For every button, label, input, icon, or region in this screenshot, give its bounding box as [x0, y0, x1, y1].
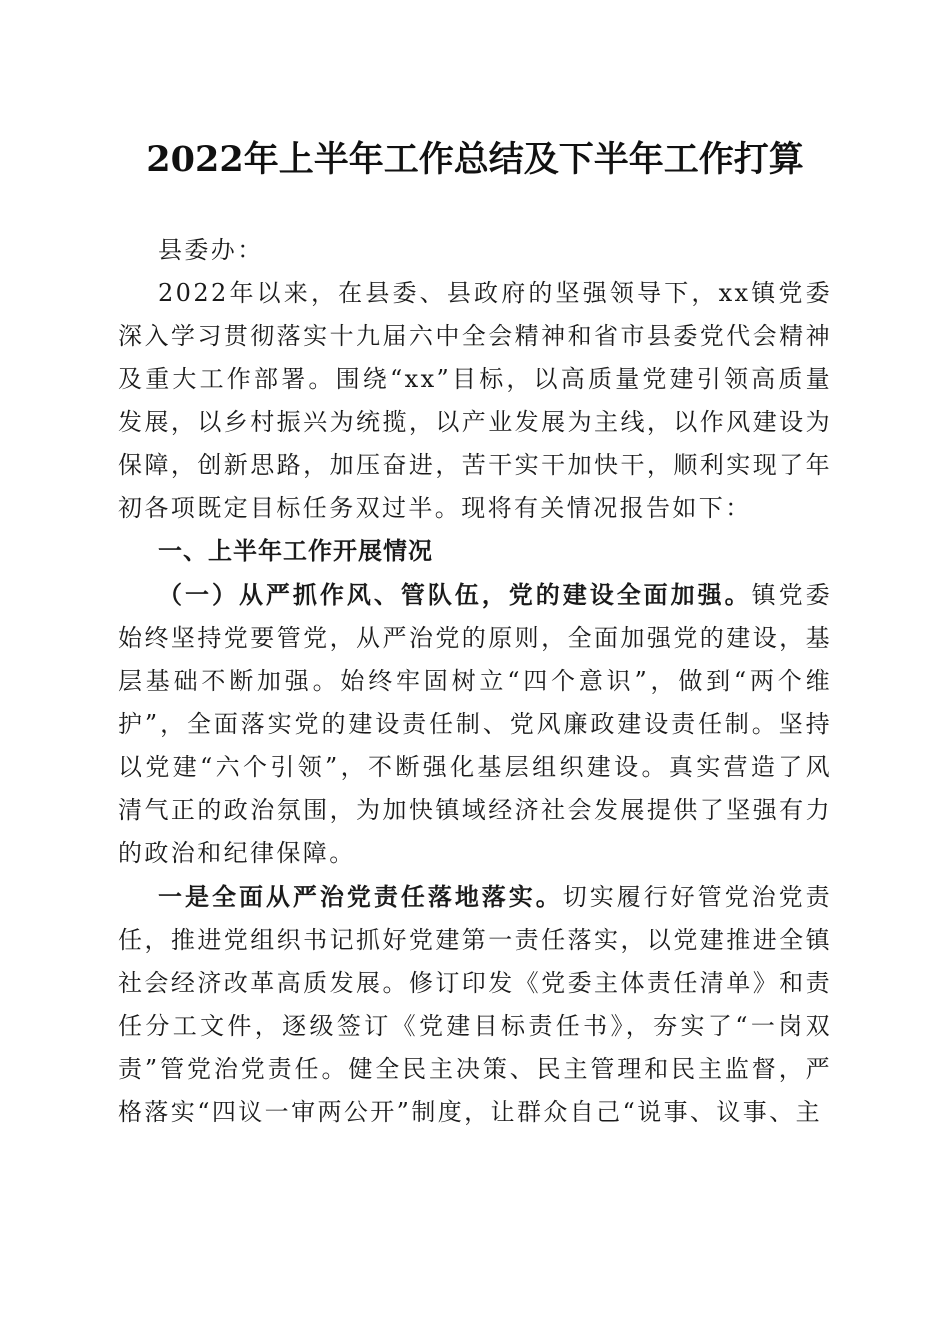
item-paragraph	[118, 875, 832, 1134]
intro-paragraph: 2022年以来，在县委、县政府的坚强领导下，xx镇党委深入学习贯彻落实十九届六中全会精神和省市县委党代会精神及重大工作部署。围绕“xx”目标，以高质量党建引领高质量发展，以乡村振兴为统揽，以产业发展为主线，以作风建设为保障，创新思路，加压奋进，苦干实干加快干，顺利实现了年初各项既定目标任务双过半。现将有关情况报告如下：	[118, 279, 832, 522]
subsection-body: 镇党委始终坚持党要管党，从严治党的原则，全面加强党的建设，基层基础不断加强。始终牢固树立“四个意识”，做到“两个维护”，全面落实党的建设责任制、党风廉政建设责任制。坚持以党建“六个引领”，不断强化基层组织建设。真实营造了风清气正的政治氛围，为加快镇域经济社会发展提供了坚强有力的政治和纪律保障。	[118, 581, 832, 867]
item-lead: 一是全面从严治党责任落地落实。	[158, 882, 563, 911]
document-title: 2022年上半年工作总结及下半年工作打算	[146, 139, 804, 180]
section-heading: 一、上半年工作开展情况	[158, 537, 433, 565]
subsection-lead: （一）从严抓作风、管队伍，党的建设全面加强。	[158, 580, 752, 609]
subsection-paragraph	[118, 573, 832, 875]
document-body	[118, 229, 832, 1134]
salutation: 县委办：	[158, 236, 264, 264]
item-body: 切实履行好管党治党责任，推进党组织书记抓好党建第一责任落实，以党建推进全镇社会经济改革高质发展。修订印发《党委主体责任清单》和责任分工文件，逐级签订《党建目标责任书》，夯实了“一岗双责”管党治党责任。健全民主决策、民主管理和民主监督，严格落实“四议一审两公开”制度，让群众自己“说事、议事、主	[118, 883, 832, 1126]
